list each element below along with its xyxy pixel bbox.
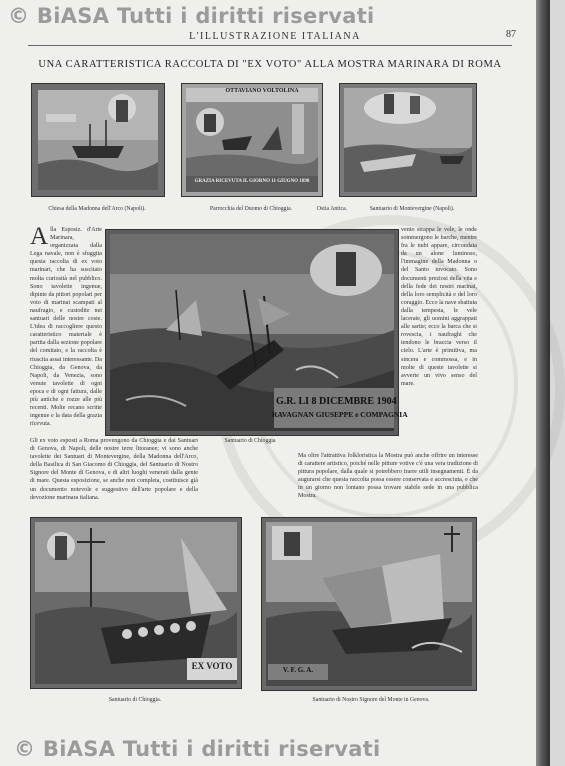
bottom-right-text: Ma oltre l'attrattiva folkloristica la Mostra può anche offrire un interesse di carattere artistico, poiché nelle pitture votive c'è una vera tradizione di pittura popolare, dalla quale si potrebbero trarre utili insegnamenti. È da augurarsi che questa raccolta possa essere conservata e accresciuta, e che in un giorno non lontano possa trovare stabile sede in una pubblica Mostra. [298,453,478,500]
plate-2-inscription-top: OTTAVIANO VOLTOLINA [225,88,299,94]
watermark-top: © BiASA Tutti i diritti riservati [8,4,375,28]
ex-voto-plate-chioggia-small [30,517,242,689]
headline: UNA CARATTERISTICA RACCOLTA DI "EX VOTO" ALLA MOSTRA MARINARA DI ROMA [38,59,502,70]
plate-6-inscription: V. F. G. A. [282,666,314,674]
text-right-column [401,226,477,434]
ex-voto-plate-madonna-arco [31,83,165,197]
ex-voto-plate-montevergine [339,83,477,197]
caption-plate-3: Santuario di Montevergine (Napoli). [369,206,455,212]
plate-4-inscription-line2: RAVAGNAN GIUSEPPE e COMPAGNIA [272,410,408,419]
page-number: 87 [506,29,516,40]
caption-plate-2: Parrocchia del Duomo di Chioggia. [209,206,293,212]
bottom-left-text: Gli ex voto esposti a Roma provengono da Chioggia e dai Santuari di Genova, di Napoli, delle nostre terre litoranee; vi sono anche tavolette dei Santuari di Montevergine, della Madonna dell'Arco, della Basilica di San Giacomo di Chioggia, del Santuario di Nostro Signore del Monte di Genova, e di altri luoghi venerati dalla gente di mare. Questa esposizione, se anche non completa, costituisce già un documento notevole e suggestivo dell'arte popolare e della devozione marinara italiana. [30,438,198,501]
caption-plate-4: Santuario di Chioggia [224,438,276,444]
caption-plate-3-left: Ostia Antica. [316,206,348,212]
book-spine [536,0,550,766]
ex-voto-plate-genova [261,517,477,691]
plate-2-inscription-bottom: GRAZIA RICEVUTA IL GIORNO 11 GIUGNO 1898 [194,179,310,184]
text-bottom-right [298,452,478,510]
caption-plate-5: Santuario di Chioggia. [108,697,162,703]
running-head: L'ILLUSTRAZIONE ITALIANA [189,31,361,42]
caption-plate-1: Chiesa della Madonna dell'Arco (Napoli). [48,206,146,212]
text-left-column [30,223,102,428]
header-rule [28,45,512,46]
ex-voto-plate-chioggia-large [105,229,408,436]
left-column-text: lla Esposiz. d'Arte Marinara, organizzata dalla Lega navale, non è sfuggita questa raccolta di ex voto marinari, che ha suscitato molta curiosità nel pubblico. Sono tavolette ingenue, dipinte da pittori popolari per voto di marinai scampati al naufragio, e custodite nei santuari delle nostre coste. L'idea di raccogliere questo caratteristico materiale è partita dalla sezione popolare del comitato, e la raccolta è riuscita assai interessante. Da Chioggia, da Genova, da Napoli, da Venezia, sono venute tavolette di ogni epoca e di ogni fattura, dalle più antiche e rozze alle più recenti. Molte recano scritte ingenue e la data della grazia ricevuta. [30,227,102,428]
watermark-bottom: © BiASA Tutti i diritti riservati [14,737,381,761]
text-bottom-left [30,437,198,511]
caption-plate-6: Santuario di Nostro Signore del Monte in Genova. [312,697,430,703]
ex-voto-plate-duomo-chioggia [181,83,323,197]
dropcap: A [30,223,49,250]
plate-5-inscription: EX VOTO [191,661,233,671]
right-column-text: vento strappa le vele, le onde sommergono le barche, mentre fra le nubi appare, circondata da un alone luminoso, l'immagine della Madonna o del Santo invocato. Sono documenti preziosi della vita e della fede dei nostri marinai, della loro semplicità e del loro coraggio. Ecco la nave sbattuta dalla tempesta, le vele lacerate, gli uomini aggrappati alle sartie; ecco la barca che si rovescia, i naufraghi che tendono le braccia verso il cielo. L'arte è primitiva, ma sincera e commossa, e in molte di queste tavolette si avverte un vivo senso del mare. [401,227,477,387]
plate-4-inscription-line1: G.R. LI 8 DICEMBRE 1904 [276,396,397,407]
